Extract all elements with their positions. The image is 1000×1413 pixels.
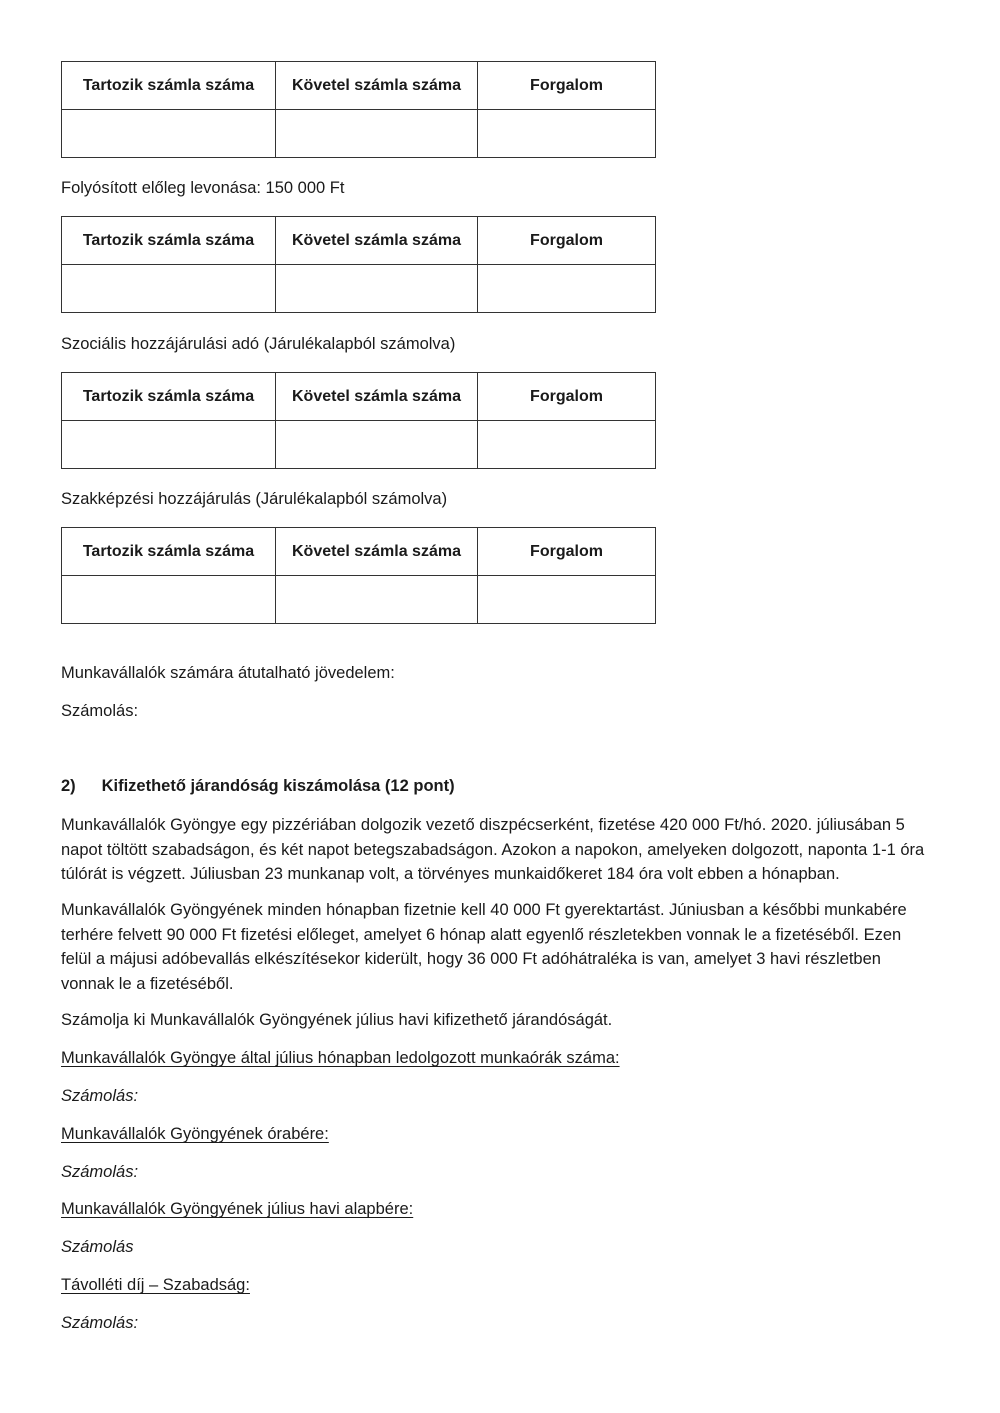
section-title: Kifizethető járandóság kiszámolása (12 pont) bbox=[101, 777, 455, 795]
header-credit-account: Követel számla száma bbox=[276, 528, 478, 576]
cell-credit-account[interactable] bbox=[276, 576, 478, 624]
cell-amount[interactable] bbox=[478, 421, 656, 469]
header-debit-account: Tartozik számla száma bbox=[62, 62, 276, 110]
cell-debit-account[interactable] bbox=[62, 110, 276, 158]
item-hourly-wage-calc: Számolás: bbox=[61, 1163, 139, 1181]
item-worked-hours-label: Munkavállalók Gyöngye által július hónapban ledolgozott munkaórák száma: bbox=[61, 1049, 620, 1067]
cell-amount[interactable] bbox=[478, 576, 656, 624]
transferable-income-calc: Számolás: bbox=[61, 702, 139, 720]
problem-paragraph-1: Munkavállalók Gyöngye egy pizzériában dolgozik vezető diszpécserként, fizetése 420 000 Ft/hó. 2020. júliusában 5 napot töltött szabadságon, és két napot betegszabadságon. Azokon a napokon, amelyeken dolgozott, naponta 1-1 óra túlórát is végzett. Júliusban 23 munkanap volt, a törvényes munkaidőkeret 184 óra volt ebben a hónapban. bbox=[61, 816, 925, 883]
header-credit-account: Követel számla száma bbox=[276, 373, 478, 421]
caption-social-contribution-tax: Szociális hozzájárulási adó (Járulékalapból számolva) bbox=[61, 335, 456, 353]
cell-amount[interactable] bbox=[478, 110, 656, 158]
header-amount: Forgalom bbox=[478, 62, 656, 110]
cell-credit-account[interactable] bbox=[276, 265, 478, 313]
ledger-table-4 bbox=[61, 527, 656, 624]
header-debit-account: Tartozik számla száma bbox=[62, 217, 276, 265]
header-debit-account: Tartozik számla száma bbox=[62, 373, 276, 421]
section-2-heading bbox=[61, 777, 455, 796]
header-amount: Forgalom bbox=[478, 217, 656, 265]
header-amount: Forgalom bbox=[478, 528, 656, 576]
header-credit-account: Követel számla száma bbox=[276, 62, 478, 110]
cell-debit-account[interactable] bbox=[62, 421, 276, 469]
cell-debit-account[interactable] bbox=[62, 576, 276, 624]
caption-advance-deduction: Folyósított előleg levonása: 150 000 Ft bbox=[61, 179, 345, 197]
header-credit-account: Követel számla száma bbox=[276, 217, 478, 265]
item-worked-hours-calc: Számolás: bbox=[61, 1087, 139, 1105]
cell-debit-account[interactable] bbox=[62, 265, 276, 313]
problem-paragraph-2: Munkavállalók Gyöngyének minden hónapban fizetnie kell 40 000 Ft gyerektartást. Júniusban a későbbi munkabére terhére felvett 90 000 Ft fizetési előleget, amelyet 6 hónap alatt egyenlő részletekben vonnak le a fizetéséből. Ezen felül a májusi adóbevallás elkészítésekor kiderült, hogy 36 000 Ft adóhátraléka is van, amelyet 3 havi részletben vonnak le a fizetéséből. bbox=[61, 901, 907, 993]
ledger-table-3 bbox=[61, 372, 656, 469]
item-absence-pay-label: Távolléti díj – Szabadság: bbox=[61, 1276, 250, 1294]
item-hourly-wage-label: Munkavállalók Gyöngyének órabére: bbox=[61, 1125, 329, 1143]
task-instruction: Számolja ki Munkavállalók Gyöngyének július havi kifizethető járandóságát. bbox=[61, 1011, 613, 1029]
caption-vocational-contribution: Szakképzési hozzájárulás (Járulékalapból számolva) bbox=[61, 490, 448, 508]
item-absence-pay-calc: Számolás: bbox=[61, 1314, 139, 1332]
cell-credit-account[interactable] bbox=[276, 421, 478, 469]
item-base-salary-calc: Számolás bbox=[61, 1238, 134, 1256]
cell-credit-account[interactable] bbox=[276, 110, 478, 158]
header-amount: Forgalom bbox=[478, 373, 656, 421]
cell-amount[interactable] bbox=[478, 265, 656, 313]
transferable-income-label: Munkavállalók számára átutalható jövedelem: bbox=[61, 664, 395, 682]
header-debit-account: Tartozik számla száma bbox=[62, 528, 276, 576]
item-base-salary-label: Munkavállalók Gyöngyének július havi alapbére: bbox=[61, 1200, 414, 1218]
ledger-table-2 bbox=[61, 216, 656, 313]
ledger-table-1 bbox=[61, 61, 656, 158]
section-number: 2) bbox=[61, 777, 76, 795]
